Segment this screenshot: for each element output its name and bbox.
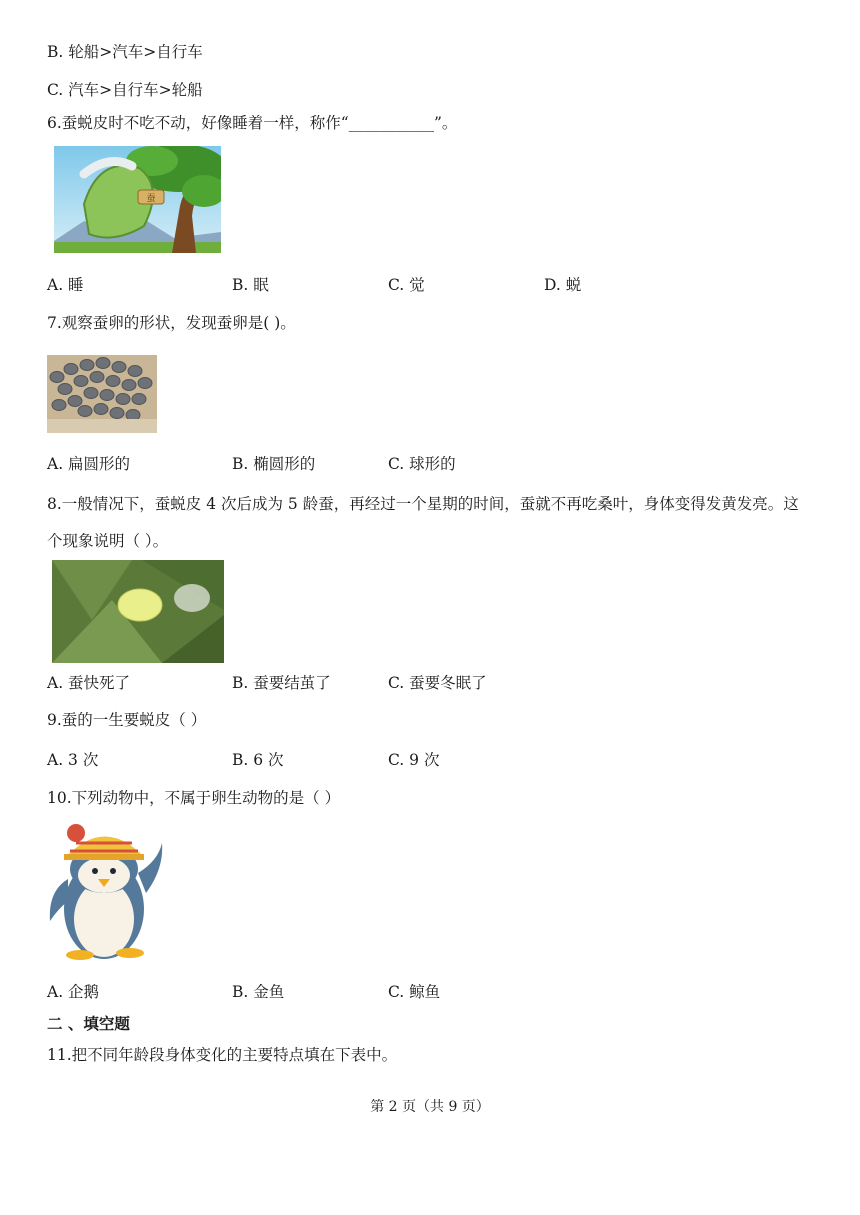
- q7-silkworm-eggs-image: [47, 355, 157, 433]
- q10-option-c: C. 鲸鱼: [388, 983, 441, 1001]
- q8-question: 8.一般情况下，蚕蜕皮 4 次后成为 5 龄蚕，再经过一个星期的时间，蚕就不再吃桑叶，身体变得发黄发亮。这个现象说明（ ）。: [47, 495, 799, 550]
- q7-option-b: B. 椭圆形的: [232, 455, 316, 473]
- q8-option-c: C. 蚕要冬眠了: [388, 674, 487, 692]
- q9-question: 9.蚕的一生要蜕皮（ ）: [47, 711, 207, 729]
- q6-sign-text: 蚕: [146, 194, 156, 204]
- q9-option-c: C. 9 次: [388, 751, 440, 769]
- q6-option-b: B. 眠: [232, 276, 269, 294]
- q6-silkworm-on-leaf-image: [54, 146, 221, 253]
- q7-question: 7.观察蚕卵的形状，发现蚕卵是( )。: [47, 314, 296, 332]
- q8-option-b: B. 蚕要结茧了: [232, 674, 331, 692]
- q6-option-c: C. 觉: [388, 276, 425, 294]
- section-2-title: 二 、填空题: [47, 1014, 130, 1033]
- page-footer: 第 2 页（共 9 页）: [370, 1099, 490, 1115]
- q9-option-a: A. 3 次: [47, 751, 99, 769]
- q8-option-a: A. 蚕快死了: [47, 674, 131, 692]
- q10-option-a: A. 企鹅: [47, 983, 100, 1001]
- q10-penguin-image: [46, 821, 164, 962]
- q9-option-b: B. 6 次: [232, 751, 284, 769]
- q7-option-a: A. 扁圆形的: [47, 455, 131, 473]
- q6-option-a: A. 睡: [47, 276, 84, 294]
- q8-cocoon-image: [52, 560, 224, 663]
- q5-option-b: B. 轮船>汽车>自行车: [47, 43, 203, 61]
- q6-question: 6.蚕蜕皮时不吃不动，好像睡着一样，称作“___________”。: [47, 114, 458, 132]
- q7-option-c: C. 球形的: [388, 455, 456, 473]
- q5-option-c: C. 汽车>自行车>轮船: [47, 81, 203, 99]
- q11-question: 11.把不同年龄段身体变化的主要特点填在下表中。: [47, 1046, 398, 1064]
- q10-question: 10.下列动物中，不属于卵生动物的是（ ）: [47, 789, 341, 807]
- q6-option-d: D. 蜕: [544, 276, 582, 294]
- q10-option-b: B. 金鱼: [232, 983, 285, 1001]
